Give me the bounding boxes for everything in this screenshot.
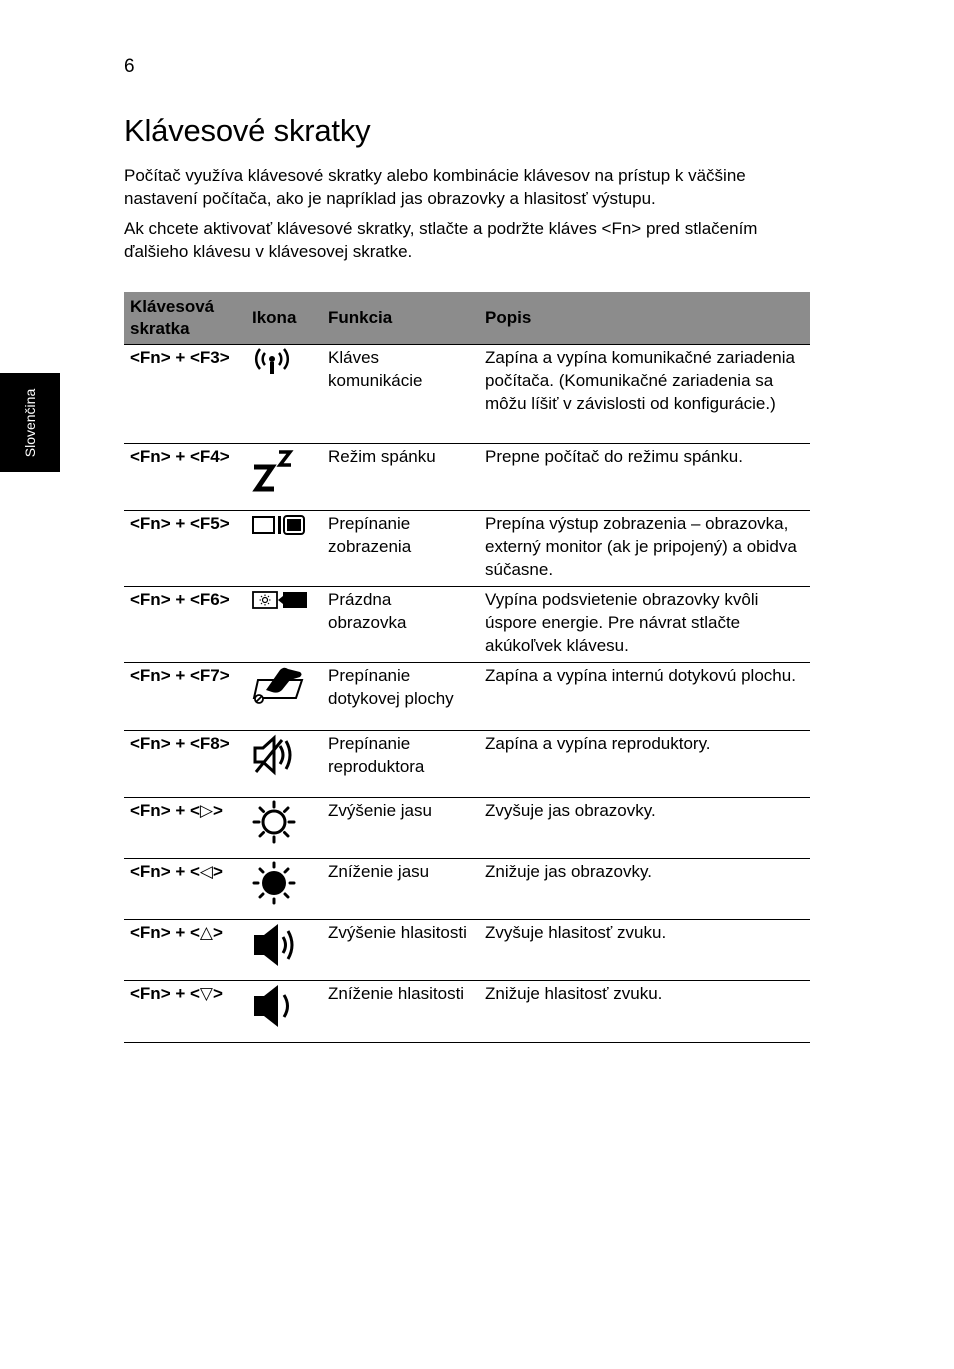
function-name: Kláves komunikácie <box>322 345 479 444</box>
table-row <box>124 981 810 1043</box>
table-row <box>124 731 810 798</box>
volume-up-icon <box>252 921 298 969</box>
function-name: Prepínanie zobrazenia <box>322 511 479 587</box>
function-name: Zvýšenie jasu <box>322 798 479 859</box>
volume-down-icon <box>252 982 298 1030</box>
hotkeys-table <box>124 292 810 1043</box>
function-description: Vypína podsvietenie obrazovky kvôli úspore energie. Pre návrat stlačte akúkoľvek klávesu. <box>479 587 810 663</box>
header-icon: Ikona <box>246 292 322 345</box>
table-row <box>124 444 810 511</box>
header-function: Funkcia <box>322 292 479 345</box>
page-number: 6 <box>124 56 135 77</box>
brightness-down-icon <box>252 860 296 906</box>
function-description: Prepína výstup zobrazenia – obrazovka, externý monitor (ak je pripojený) a obidva súčasne. <box>479 511 810 587</box>
intro-paragraph: Počítač využíva klávesové skratky alebo kombinácie klávesov na prístup k väčšine nastavení počítača, ako je napríklad jas obrazovky a hlasitosť výstupu. <box>124 166 746 208</box>
table-row <box>124 345 810 444</box>
table-row <box>124 859 810 920</box>
table-header-row <box>124 292 810 345</box>
function-description: Prepne počítač do režimu spánku. <box>479 444 810 511</box>
table-row <box>124 920 810 981</box>
instruction-paragraph: Ak chcete aktivovať klávesové skratky, stlačte a podržte kláves <Fn> pred stlačením ďalšieho klávesu v klávesovej skratke. <box>124 219 758 261</box>
hotkey: <Fn> + <F4> <box>124 444 246 511</box>
header-hotkey: Klávesová skratka <box>124 292 246 345</box>
hotkey: <Fn> + <F8> <box>124 731 246 798</box>
function-description: Znižuje hlasitosť zvuku. <box>479 981 810 1043</box>
hotkey: <Fn> + <F5> <box>124 511 246 587</box>
touchpad-toggle-icon <box>252 664 304 704</box>
language-side-tab-label: Slovenčina <box>22 388 38 457</box>
header-description: Popis <box>479 292 810 345</box>
wireless-icon <box>252 346 292 380</box>
table-row <box>124 587 810 663</box>
function-description: Znižuje jas obrazovky. <box>479 859 810 920</box>
speaker-mute-icon <box>252 732 298 778</box>
hotkey: <Fn> + <F6> <box>124 587 246 663</box>
table-row <box>124 798 810 859</box>
display-toggle-icon <box>252 512 306 538</box>
function-description: Zapína a vypína internú dotykovú plochu. <box>479 663 810 731</box>
function-name: Zvýšenie hlasitosti <box>322 920 479 981</box>
brightness-up-icon <box>252 799 296 845</box>
hotkey: <Fn> + <F3> <box>124 345 246 444</box>
blank-screen-icon <box>252 588 308 612</box>
function-description: Zapína a vypína komunikačné zariadenia počítača. (Komunikačné zariadenia sa môžu líšiť v závislosti od konfigurácie.) <box>479 345 810 444</box>
function-description: Zvyšuje jas obrazovky. <box>479 798 810 859</box>
function-name: Prázdna obrazovka <box>322 587 479 663</box>
function-description: Zapína a vypína reproduktory. <box>479 731 810 798</box>
function-description: Zvyšuje hlasitosť zvuku. <box>479 920 810 981</box>
hotkey: <Fn> + <F7> <box>124 663 246 731</box>
function-name: Prepínanie dotykovej plochy <box>322 663 479 731</box>
hotkey: <Fn> + <◁> <box>124 859 246 920</box>
table-row <box>124 663 810 731</box>
sleep-icon <box>252 445 296 493</box>
function-name: Režim spánku <box>322 444 479 511</box>
page-title: Klávesové skratky <box>124 113 371 148</box>
hotkey: <Fn> + <△> <box>124 920 246 981</box>
function-name: Prepínanie reproduktora <box>322 731 479 798</box>
table-row <box>124 511 810 587</box>
function-name: Zníženie jasu <box>322 859 479 920</box>
hotkey: <Fn> + <▷> <box>124 798 246 859</box>
hotkey: <Fn> + <▽> <box>124 981 246 1043</box>
function-name: Zníženie hlasitosti <box>322 981 479 1043</box>
language-side-tab <box>0 373 60 472</box>
